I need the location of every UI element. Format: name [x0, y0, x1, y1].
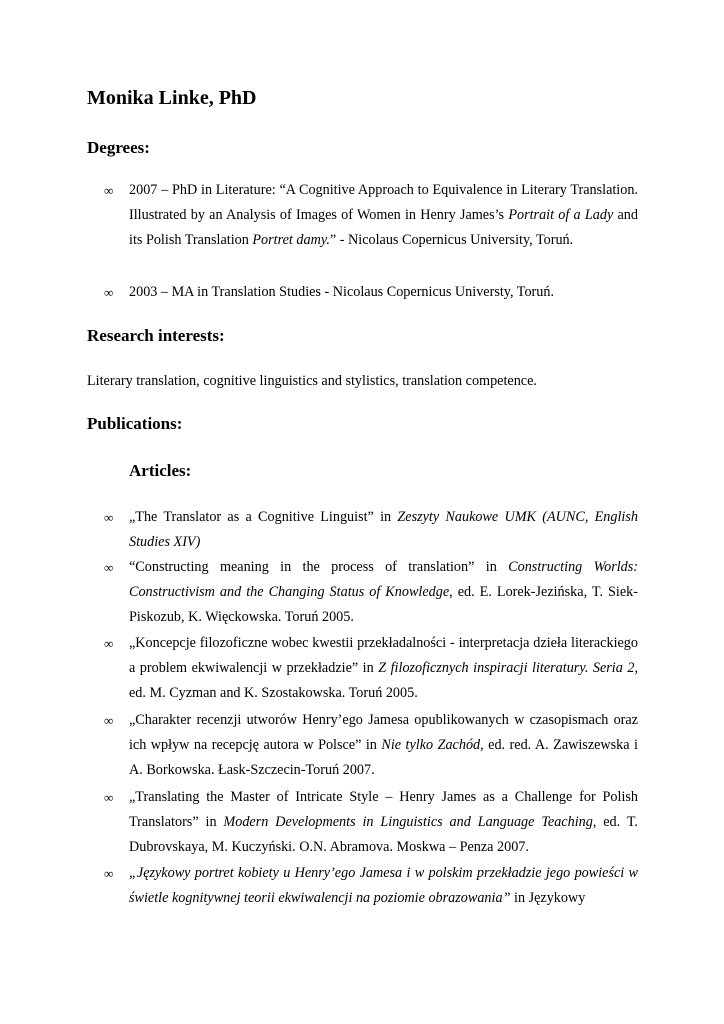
infinity-bullet-icon: ∞	[104, 866, 114, 881]
infinity-bullet-icon: ∞	[104, 636, 114, 651]
infinity-bullet-icon: ∞	[104, 285, 114, 300]
article-item	[104, 631, 638, 707]
author-name: Monika Linke, PhD	[87, 87, 257, 109]
infinity-bullet-icon: ∞	[104, 713, 114, 728]
article-text: “Constructing meaning in the process of translation” in Constructing Worlds: Constructivism and the Changing Status of Knowledge, ed. E. Lorek-Jezińska, T. Siek-Piskozub, K. Więckowska. Toruń 2005.	[129, 559, 639, 626]
degree-item	[104, 280, 638, 305]
publications-heading: Publications:	[87, 414, 183, 433]
research-text: Literary translation, cognitive linguistics and stylistics, translation competence.	[87, 373, 537, 389]
article-text: „The Translator as a Cognitive Linguist” in Zeszyty Naukowe UMK (AUNC, English Studies XIV)	[129, 509, 638, 551]
article-item	[104, 708, 638, 784]
infinity-bullet-icon: ∞	[104, 560, 114, 575]
degree-item	[104, 178, 638, 254]
articles-subheading: Articles:	[129, 461, 192, 480]
research-heading: Research interests:	[87, 326, 225, 345]
article-item	[104, 785, 638, 861]
degree-text: 2007 – PhD in Literature: “A Cognitive Approach to Equivalence in Literary Translation. Illustrated by an Analysis of Images of Women in Henry James’s Portrait of a Lady and its Polish Translation Portret damy.” - Nicolaus Copernicus University, Toruń.	[129, 182, 638, 249]
article-text: „Charakter recenzji utworów Henry’ego Jamesa opublikowanych w czasopismach oraz ich wpływ na recepcję autora w Polsce” in Nie tylko Zachód, ed. red. A. Zawiszewska i A. Borkowska. Łask-Szczecin-Toruń 2007.	[129, 712, 638, 779]
article-item	[104, 505, 638, 555]
infinity-bullet-icon: ∞	[104, 510, 114, 525]
article-text: „Translating the Master of Intricate Style – Henry James as a Challenge for Polish Translators” in Modern Developments in Linguistics and Language Teaching, ed. T. Dubrovskaya, M. Kuczyński. O.N. Abramova. Moskwa – Penza 2007.	[129, 789, 638, 856]
degree-text: 2003 – MA in Translation Studies - Nicolaus Copernicus Universty, Toruń.	[129, 284, 555, 300]
article-item	[104, 555, 638, 631]
article-text: „Językowy portret kobiety u Henry’ego Jamesa i w polskim przekładzie jego powieści w świetle kognitywnej teorii ekwiwalencji na poziomie obrazowania” in Językowy	[129, 865, 638, 907]
degrees-heading: Degrees:	[87, 138, 150, 157]
infinity-bullet-icon: ∞	[104, 790, 114, 805]
article-text: „Koncepcje filozoficzne wobec kwestii przekładalności - interpretacja dzieła literackiego a problem ekwiwalencji w przekładzie” in Z filozoficznych inspiracji literatury. Seria 2, ed. M. Cyzman and K. Szostakowska. Toruń 2005.	[129, 635, 638, 702]
article-item	[104, 861, 638, 911]
infinity-bullet-icon: ∞	[104, 183, 114, 198]
